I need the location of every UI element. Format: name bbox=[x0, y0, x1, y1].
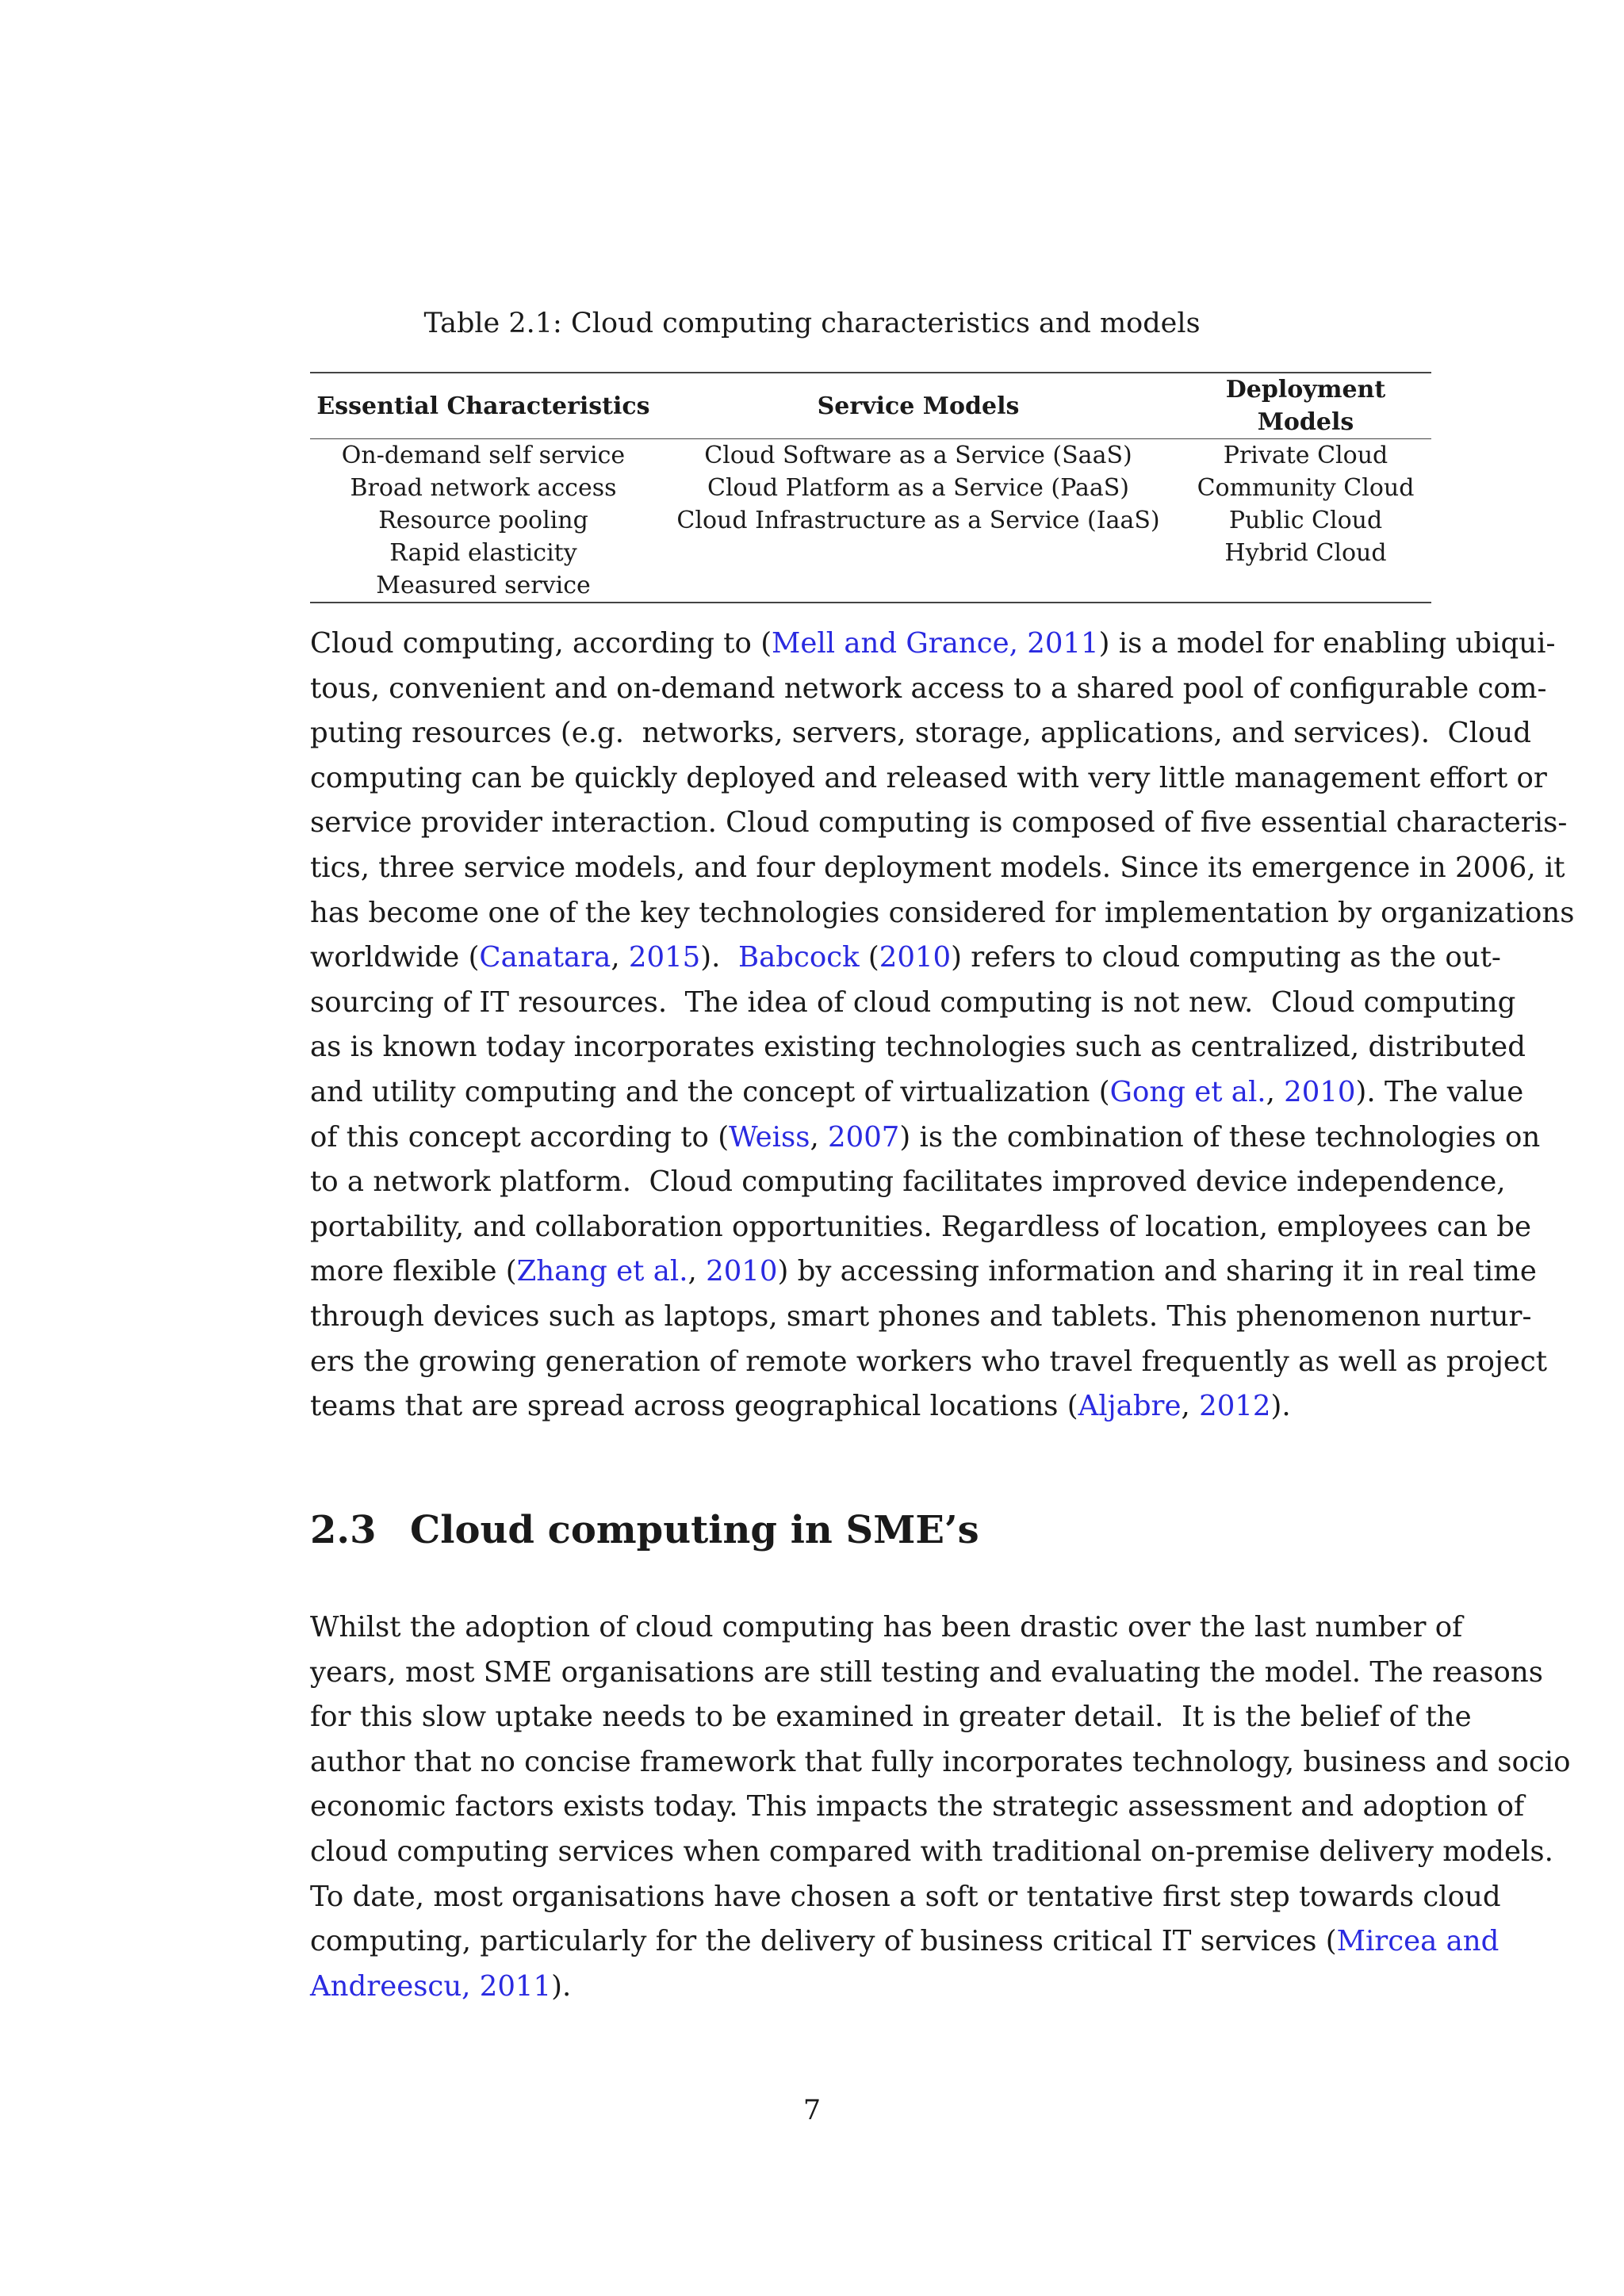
table-cell: Cloud Platform as a Service (PaaS) bbox=[707, 474, 1129, 502]
table-cell: Broad network access bbox=[350, 474, 617, 502]
text-run: worldwide ( bbox=[310, 941, 480, 974]
text-run: puting resources (e.g. networks, servers, storage, applications, and services). Cloud bbox=[310, 717, 1532, 750]
table-row bbox=[310, 439, 1431, 473]
text-line bbox=[310, 1295, 1532, 1340]
text-line bbox=[310, 801, 1568, 846]
text-run: ). bbox=[551, 1969, 572, 2003]
table-header-row bbox=[310, 373, 1431, 439]
table-cell: On-demand self service bbox=[341, 442, 626, 469]
text-line bbox=[310, 1830, 1553, 1875]
section-number: 2.3 bbox=[310, 1508, 377, 1552]
table-cell: Community Cloud bbox=[1197, 474, 1415, 502]
text-line bbox=[310, 981, 1516, 1026]
table-caption: Table 2.1: Cloud computing characteristics and models bbox=[423, 308, 1201, 339]
table-row bbox=[310, 537, 1431, 569]
section-title: Cloud computing in SME’s bbox=[410, 1508, 979, 1552]
text-run: and utility computing and the concept of virtualization ( bbox=[310, 1075, 1110, 1108]
text-run: Cloud computing, according to ( bbox=[310, 627, 772, 660]
text-run: To date, most organisations have chosen a soft or tentative first step towards cloud bbox=[310, 1880, 1501, 1913]
table-row bbox=[310, 472, 1431, 504]
table-cell: Private Cloud bbox=[1223, 442, 1388, 469]
table-cell: Cloud Software as a Service (SaaS) bbox=[704, 442, 1132, 469]
text-run: ( bbox=[859, 941, 879, 974]
characteristics-table bbox=[310, 372, 1431, 603]
table-row bbox=[310, 504, 1431, 537]
citation-link[interactable]: 2012 bbox=[1199, 1390, 1271, 1423]
citation-link[interactable]: 2010 bbox=[706, 1255, 778, 1288]
header-service-models: Service Models bbox=[657, 373, 1180, 439]
text-run: ). bbox=[700, 941, 738, 974]
citation-link[interactable]: 2015 bbox=[628, 941, 701, 974]
text-line bbox=[310, 1070, 1524, 1115]
text-run: ) refers to cloud computing as the out- bbox=[951, 941, 1501, 974]
text-line bbox=[310, 1740, 1571, 1785]
text-run: author that no concise framework that fully incorporates technology, business and socio bbox=[310, 1745, 1571, 1778]
text-line bbox=[310, 711, 1532, 756]
text-line bbox=[310, 622, 1556, 667]
section-heading bbox=[310, 1506, 979, 1554]
text-line bbox=[310, 1340, 1548, 1385]
text-run: economic factors exists today. This impacts the strategic assessment and adoption of bbox=[310, 1790, 1525, 1823]
table-cell: Cloud Infrastructure as a Service (IaaS) bbox=[676, 507, 1160, 534]
text-line bbox=[310, 1875, 1501, 1920]
text-run: of this concept according to ( bbox=[310, 1120, 730, 1154]
text-run: sourcing of IT resources. The idea of cloud computing is not new. Cloud computing bbox=[310, 985, 1516, 1019]
text-line bbox=[310, 846, 1565, 891]
citation-link[interactable]: Andreescu, 2011 bbox=[310, 1969, 552, 2003]
header-essential-characteristics: Essential Characteristics bbox=[310, 373, 657, 439]
citation-link[interactable]: 2010 bbox=[879, 941, 952, 974]
text-run: , bbox=[611, 941, 629, 974]
citation-link[interactable]: Zhang et al. bbox=[516, 1255, 688, 1288]
text-run: ) by accessing information and sharing it in real time bbox=[777, 1255, 1537, 1288]
table-row bbox=[310, 569, 1431, 603]
text-run: ers the growing generation of remote workers who travel frequently as well as project bbox=[310, 1345, 1548, 1378]
text-run: Whilst the adoption of cloud computing has been drastic over the last number of bbox=[310, 1611, 1463, 1644]
text-run: ). The value bbox=[1355, 1075, 1524, 1108]
text-run: through devices such as laptops, smart phones and tablets. This phenomenon nurtur- bbox=[310, 1299, 1532, 1333]
table-cell bbox=[657, 569, 1180, 603]
text-run: as is known today incorporates existing technologies such as centralized, distributed bbox=[310, 1031, 1526, 1064]
text-line bbox=[310, 1384, 1431, 1429]
text-line bbox=[310, 667, 1547, 712]
text-line bbox=[310, 936, 1501, 981]
citation-link[interactable]: Weiss bbox=[729, 1120, 810, 1154]
text-run: cloud computing services when compared with traditional on-premise delivery models. bbox=[310, 1835, 1553, 1868]
text-run: computing can be quickly deployed and released with very little management effort or bbox=[310, 761, 1547, 794]
text-run: service provider interaction. Cloud computing is composed of five essential characteris- bbox=[310, 806, 1568, 840]
text-line bbox=[310, 1205, 1531, 1250]
citation-link[interactable]: Mircea and bbox=[1336, 1925, 1500, 1958]
citation-link[interactable]: Aljabre bbox=[1078, 1390, 1182, 1423]
text-run: teams that are spread across geographical locations ( bbox=[310, 1390, 1078, 1423]
text-line bbox=[310, 1785, 1525, 1830]
table-cell bbox=[657, 537, 1180, 569]
text-line bbox=[310, 1919, 1500, 1965]
citation-link[interactable]: Gong et al. bbox=[1109, 1075, 1266, 1108]
citation-link[interactable]: Canatara bbox=[479, 941, 611, 974]
text-run: ) is a model for enabling ubiqui- bbox=[1098, 627, 1556, 660]
table-cell: Resource pooling bbox=[378, 507, 588, 534]
citation-link[interactable]: Mell and Grance, 2011 bbox=[772, 627, 1099, 660]
text-run: portability, and collaboration opportunities. Regardless of location, employees can be bbox=[310, 1210, 1531, 1243]
citation-link[interactable]: 2010 bbox=[1284, 1075, 1356, 1108]
citation-link[interactable]: Babcock bbox=[737, 941, 860, 974]
table-cell: Hybrid Cloud bbox=[1224, 539, 1387, 567]
text-run: , bbox=[688, 1255, 707, 1288]
text-run: , bbox=[810, 1120, 829, 1154]
text-line bbox=[310, 756, 1547, 802]
text-run: years, most SME organisations are still testing and evaluating the model. The reasons bbox=[310, 1655, 1543, 1689]
text-line bbox=[310, 1695, 1472, 1740]
text-run: ) is the combination of these technologies on bbox=[899, 1120, 1541, 1154]
header-deployment-models: Deployment Models bbox=[1180, 373, 1431, 439]
body-paragraph-sme-adoption bbox=[310, 1605, 1571, 2009]
text-run: tous, convenient and on-demand network access to a shared pool of configurable com- bbox=[310, 672, 1547, 705]
text-line bbox=[310, 1160, 1506, 1205]
table-cell: Rapid elasticity bbox=[389, 539, 577, 567]
text-line bbox=[310, 1249, 1537, 1295]
page-number: 7 bbox=[802, 2095, 822, 2126]
table-cell: Public Cloud bbox=[1228, 507, 1383, 534]
text-line bbox=[310, 1115, 1541, 1161]
text-run: computing, particularly for the delivery of business critical IT services ( bbox=[310, 1925, 1337, 1958]
text-run: has become one of the key technologies considered for implementation by organizations bbox=[310, 896, 1575, 929]
text-line bbox=[310, 1025, 1526, 1070]
characteristics-table-container bbox=[310, 372, 1431, 603]
text-line bbox=[310, 1651, 1543, 1696]
text-run: , bbox=[1266, 1075, 1285, 1108]
text-line bbox=[310, 1965, 1431, 2010]
body-paragraph-cloud-definition bbox=[310, 622, 1575, 1429]
text-run: tics, three service models, and four deployment models. Since its emergence in 2006, it bbox=[310, 851, 1565, 884]
citation-link[interactable]: 2007 bbox=[828, 1120, 900, 1154]
text-run: for this slow uptake needs to be examined in greater detail. It is the belief of the bbox=[310, 1701, 1472, 1734]
table-cell bbox=[1180, 569, 1431, 603]
text-line bbox=[310, 1605, 1463, 1651]
text-run: , bbox=[1181, 1390, 1200, 1423]
text-run: more flexible ( bbox=[310, 1255, 517, 1288]
text-run: to a network platform. Cloud computing facilitates improved device independence, bbox=[310, 1165, 1506, 1199]
table-cell: Measured service bbox=[310, 569, 657, 603]
text-run: ). bbox=[1270, 1390, 1291, 1423]
text-line bbox=[310, 891, 1575, 936]
